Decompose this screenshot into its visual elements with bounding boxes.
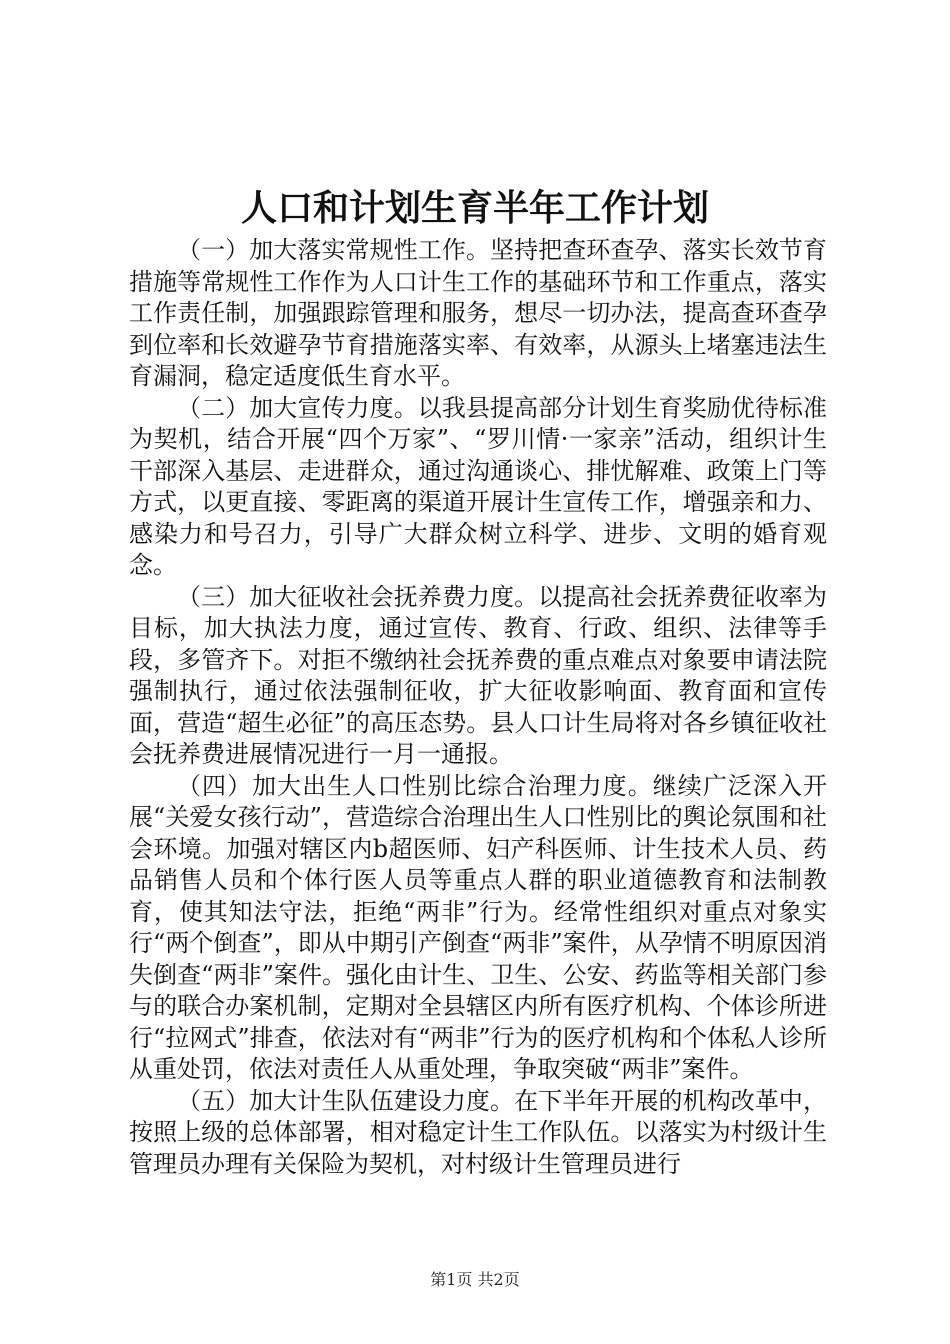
paragraph-5: （五）加大计生队伍建设力度。在下半年开展的机构改革中，按照上级的总体部署，相对稳定计生工作队伍。以落实为村级计生管理员办理有关保险为契机，对村级计生管理员进行 bbox=[129, 1086, 827, 1178]
paragraph-1: （一）加大落实常规性工作。坚持把查环查孕、落实长效节育措施等常规性工作作为人口计生工作的基础环节和工作重点，落实工作责任制，加强跟踪管理和服务，想尽一切办法，提高查环查孕到位率和长效避孕节育措施落实率、有效率，从源头上堵塞违法生育漏洞，稳定适度低生育水平。 bbox=[129, 236, 827, 390]
paragraph-4: （四）加大出生人口性别比综合治理力度。继续广泛深入开展“关爱女孩行动”，营造综合治理出生人口性别比的舆论氛围和社会环境。加强对辖区内b超医师、妇产科医师、计生技术人员、药品销售人员和个体行医人员等重点人群的职业道德教育和法制教育，使其知法守法，拒绝“两非”行为。经常性组织对重点对象实行“两个倒查”，即从中期引产倒查“两非”案件，从孕情不明原因消失倒查“两非”案件。强化由计生、卫生、公安、药监等相关部门参与的联合办案机制，定期对全县辖区内所有医疗机构、个体诊所进行“拉网式”排查，依法对有“两非”行为的医疗机构和个体私人诊所从重处罚，依法对责任人从重处理，争取突破“两非”案件。 bbox=[129, 771, 827, 1083]
document-body bbox=[129, 235, 827, 1180]
paragraph-2: （二）加大宣传力度。以我县提高部分计划生育奖励优待标准为契机，结合开展“四个万家”、“罗川情·一家亲”活动，组织计生干部深入基层、走进群众，通过沟通谈心、排忧解难、政策上门等方式，以更直接、零距离的渠道开展计生宣传工作，增强亲和力、感染力和号召力，引导广大群众树立科学、进步、文明的婚育观念。 bbox=[129, 393, 827, 579]
page-number-footer: 第1页 共2页 bbox=[430, 1270, 520, 1289]
paragraph-3: （三）加大征收社会抚养费力度。以提高社会抚养费征收率为目标，加大执法力度，通过宣传、教育、行政、组织、法律等手段，多管齐下。对拒不缴纳社会抚养费的重点难点对象要申请法院强制执行，通过依法强制征收，扩大征收影响面、教育面和宣传面，营造“超生必征”的高压态势。县人口计生局将对各乡镇征收社会抚养费进展情况进行一月一通报。 bbox=[129, 582, 827, 768]
document-title: 人口和计划生育半年工作计划 bbox=[240, 187, 709, 229]
